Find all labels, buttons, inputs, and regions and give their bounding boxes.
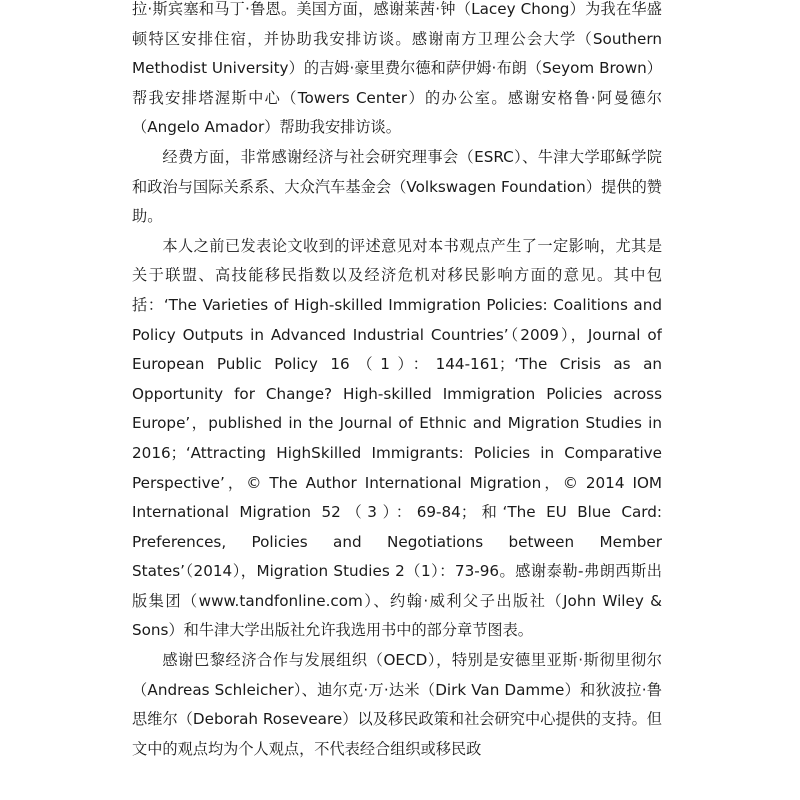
paragraph-oecd: 感谢巴黎经济合作与发展组织（OECD），特别是安德里亚斯·斯彻里彻尔（Andreas Schleicher）、迪尔克·万·达米（Dirk Van Damme）和狄波拉·鲁思维尔（Deborah Roseveare）以及移民政策和社会研究中心提供的支持。但文中的观点均为个人观点，不代表经合组织或移民政 (132, 651, 662, 758)
paragraph-continued-thanks: 拉·斯宾塞和马丁·鲁恩。美国方面，感谢莱茜·钟（Lacey Chong）为我在华盛顿特区安排住宿，并协助我安排访谈。感谢南方卫理公会大学（Southern Methodist University）的吉姆·豪里费尔德和萨伊姆·布朗（Seyom Brown）帮我安排塔渥斯中心（Towers Center）的办公室。感谢安格鲁·阿曼德尔（Angelo Amador）帮助我安排访谈。 (132, 0, 662, 137)
document-page (132, 0, 662, 800)
paragraph-publications: 本人之前已发表论文收到的评述意见对本书观点产生了一定影响，尤其是关于联盟、高技能移民指数以及经济危机对移民影响方面的意见。其中包括：‘The Varieties of High-skilled Immigration Policies: Coalitions and Policy Outputs in Advanced Industrial Countries’（2009），Journal of European Public Policy 16（1）：144-161；‘The Crisis as an Opportunity for Change? High-skilled Immigration Policies across Europe’，published in the Journal of Ethnic and Migration Studies in 2016；‘Attracting HighSkilled Immigrants: Policies in Comparative Perspective’，© The Author International Migration，© 2014 IOM International Migration 52（3）：69-84；和‘The EU Blue Card: Preferences, Policies and Negotiations between Member States’（2014），Migration Studies 2（1）：73-96。感谢泰勒-弗朗西斯出版集团（www.tandfonline.com）、约翰·威利父子出版社（John Wiley & Sons）和牛津大学出版社允许我选用书中的部分章节图表。 (132, 236, 662, 640)
paragraph-funding: 经费方面，非常感谢经济与社会研究理事会（ESRC）、牛津大学耶稣学院和政治与国际关系系、大众汽车基金会（Volkswagen Foundation）提供的赞助。 (132, 147, 662, 226)
